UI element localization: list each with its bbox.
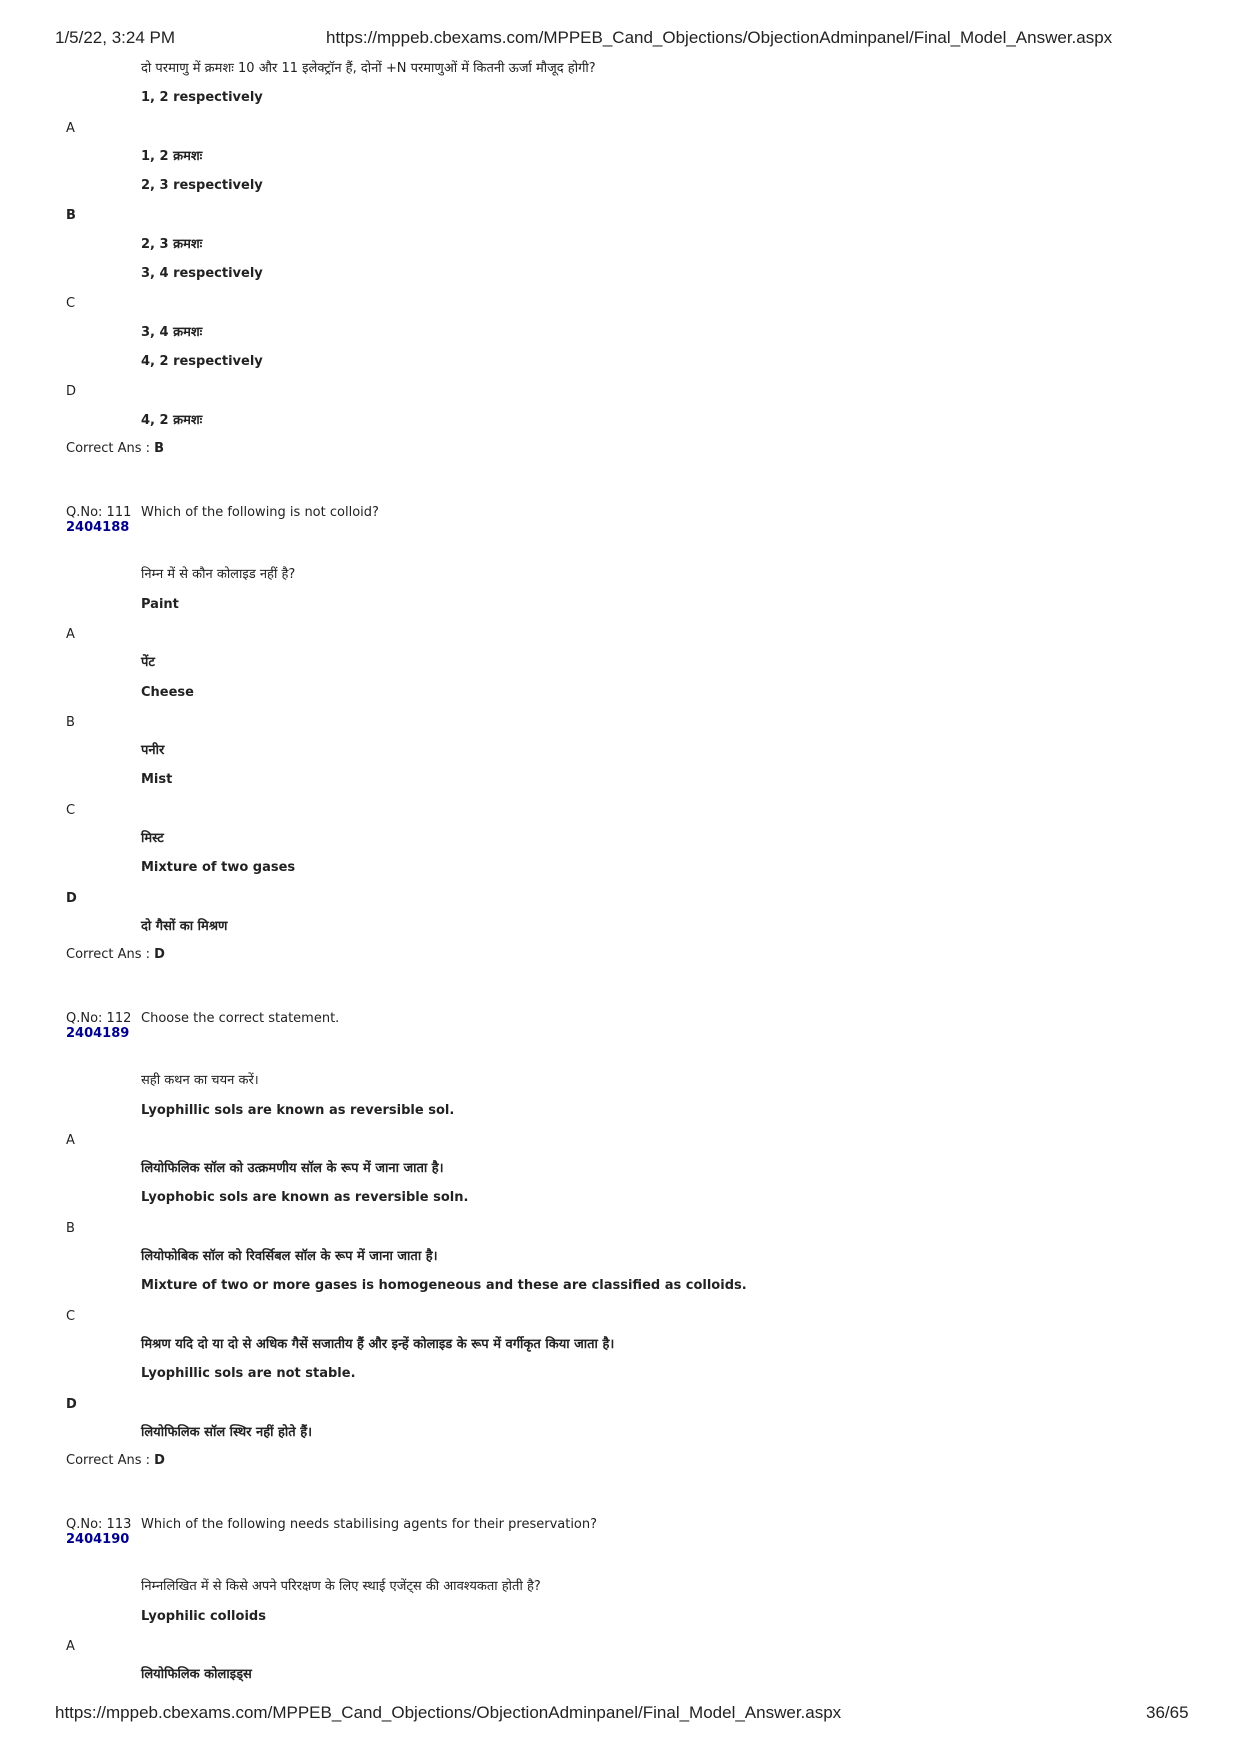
option-c-hindi: 3, 4 क्रमशः [141,325,203,340]
question-number: Q.No: 111 2404188 [66,505,132,535]
option-d-english: Mixture of two gases [141,860,296,875]
question-hindi: सही कथन का चयन करें। [141,1073,259,1088]
option-d-english: 4, 2 respectively [141,354,263,369]
option-a-english: Lyophilic colloids [141,1609,266,1624]
option-a-label: A [66,1639,75,1654]
print-footer-url: https://mppeb.cbexams.com/MPPEB_Cand_Objections/ObjectionAdminpanel/Final_Model_Answer.aspx [55,1703,842,1722]
option-b-hindi: लियोफोबिक सॉल को रिवर्सिबल सॉल के रूप में जाना जाता है। [141,1249,438,1264]
option-b-hindi: पनीर [141,743,165,758]
option-d-english: Lyophillic sols are not stable. [141,1366,356,1381]
option-a-english: 1, 2 respectively [141,90,263,105]
option-b-hindi: 2, 3 क्रमशः [141,237,203,252]
option-b-label: B [66,1221,75,1236]
option-a-english: Paint [141,597,179,612]
option-c-english: Mist [141,772,173,787]
correct-answer: Correct Ans : D [66,947,165,962]
question-hindi: निम्नलिखित में से किसे अपने परिरक्षण के लिए स्थाई एजेंट्स की आवश्यकता होती है? [141,1579,541,1594]
option-c-hindi: मिस्ट [141,831,164,846]
option-b-english: Lyophobic sols are known as reversible soln. [141,1190,469,1205]
question-number: Q.No: 113 2404190 [66,1517,132,1547]
option-b-label: B [66,208,76,223]
print-datetime: 1/5/22, 3:24 PM [55,28,176,47]
option-c-hindi: मिश्रण यदि दो या दो से अधिक गैसें सजातीय हैं और इन्हें कोलाइड के रूप में वर्गीकृत किया जाता है। [141,1337,615,1352]
option-a-hindi: पेंट [141,655,155,670]
option-b-label: B [66,715,75,730]
option-a-label: A [66,627,75,642]
print-header-url: https://mppeb.cbexams.com/MPPEB_Cand_Objections/ObjectionAdminpanel/Final_Model_Answer.aspx [326,28,1113,47]
option-d-hindi: 4, 2 क्रमशः [141,413,203,428]
option-d-label: D [66,384,77,399]
option-b-english: 2, 3 respectively [141,178,263,193]
option-a-hindi: 1, 2 क्रमशः [141,149,203,164]
option-c-label: C [66,1309,76,1324]
option-d-label: D [66,891,77,906]
option-b-english: Cheese [141,685,194,700]
option-d-hindi: दो गैसों का मिश्रण [141,919,228,934]
option-a-hindi: लियोफिलिक सॉल को उत्क्रमणीय सॉल के रूप में जाना जाता है। [141,1161,444,1176]
option-a-english: Lyophillic sols are known as reversible sol. [141,1103,455,1118]
option-c-label: C [66,296,76,311]
option-c-label: C [66,803,76,818]
option-a-label: A [66,1133,75,1148]
question-id: 2404189 [66,1026,130,1041]
correct-answer: Correct Ans : B [66,441,165,456]
option-a-label: A [66,121,75,136]
question-number: Q.No: 112 2404189 [66,1011,132,1041]
page-number: 36/65 [1146,1703,1189,1722]
question-english: Which of the following is not colloid? [141,505,379,520]
question-english: Choose the correct statement. [141,1011,340,1026]
option-c-english: 3, 4 respectively [141,266,263,281]
option-a-hindi: लियोफिलिक कोलाइड्स [141,1667,252,1682]
question-english: Which of the following needs stabilising agents for their preservation? [141,1517,598,1532]
question-hindi: निम्न में से कौन कोलाइड नहीं है? [141,567,296,582]
correct-answer: Correct Ans : D [66,1453,165,1468]
question-hindi: दो परमाणु में क्रमशः 10 और 11 इलेक्ट्रॉन हैं, दोनों +N परमाणुओं में कितनी ऊर्जा मौजूद होगी? [141,61,596,76]
option-c-english: Mixture of two or more gases is homogeneous and these are classified as colloids. [141,1278,747,1293]
option-d-label: D [66,1397,77,1412]
question-id: 2404190 [66,1532,130,1547]
question-id: 2404188 [66,520,130,535]
option-d-hindi: लियोफिलिक सॉल स्थिर नहीं होते हैं। [141,1425,313,1440]
